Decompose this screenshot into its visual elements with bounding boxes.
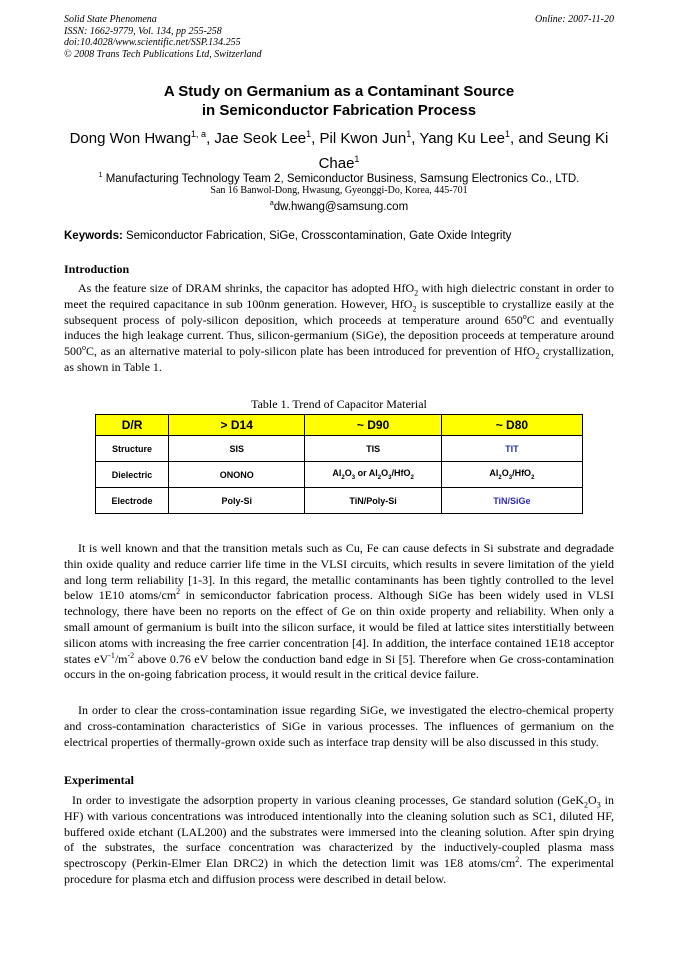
author-name: Yang Ku Lee [419, 130, 505, 147]
author-affiliation-sup: 1 [306, 129, 312, 139]
table-row [96, 462, 583, 488]
table-row [96, 436, 583, 462]
table-cell: $Al_2O_3$ or $Al_2O_3/HfO_2$ [305, 462, 441, 488]
keywords-label: Keywords: [64, 230, 123, 242]
table-cell: Structure [96, 436, 169, 462]
author-affiliation-sup: 1 [354, 154, 360, 164]
affiliation-sup: 1 [98, 172, 103, 179]
author-name: Pil Kwon Jun [319, 130, 407, 147]
table-caption: Table 1. Trend of Capacitor Material [251, 397, 427, 411]
table-cell: Electrode [96, 488, 169, 514]
paper-title [64, 82, 614, 120]
author-name: Dong Won Hwang [69, 130, 192, 147]
table-cell: $Al_2O_3/HfO_2$ [441, 462, 582, 488]
email-sup: a [269, 200, 274, 207]
capacitor-material-table [95, 414, 583, 514]
email-text[interactable]: dw.hwang@samsung.com [273, 200, 409, 213]
paragraph-3: In order to clear the cross-contamination issue regarding SiGe, we investigated the electro-chemical property and cross-contamination characteristics of SiGe in various processes. The influences of germanium on the electrical properties of thermally-grown oxide such as interface trap density will be also discussed in this study. [64, 703, 614, 749]
section-experimental: Experimental [64, 773, 134, 787]
author-list: Dong Won Hwang$^{1, a}$, Jae Seok Lee$^1$, Pil Kwon Jun$^1$, Yang Ku Lee$^1$, and Seung Ki Chae$^1$ [69, 129, 609, 172]
table-cell: Dielectric [96, 462, 169, 488]
table-header-cell: ~ D90 [305, 415, 441, 436]
online-date: Online: 2007-11-20 [535, 14, 614, 25]
table-header-row [96, 415, 583, 436]
author-name: Seung Ki Chae [318, 130, 609, 172]
title-line-2: in Semiconductor Fabrication Process [201, 102, 477, 119]
paragraph-2: It is well known and that the transition metals such as Cu, Fe can cause defects in Si substrate and degradade thin oxide quality and reduce carrier life time in the VLSI circuits, which results in severe limitation of the yield and long term reliability [1-3]. In this regard, the metallic contaminants has been tightly controlled to the level below 1E10 atoms/$cm^2$ in semiconductor fabrication process. Although SiGe has been widely used in VLSI technology, there have been no reports on the effect of Ge on thin oxide property and reliability. When only a small amount of germanium is built into the silicon surface, it would be filed at lattice sites interstitially between silicon atoms with increasing the free carrier concentration [4]. In addition, the interface contained 1E18 acceptor states $eV^{-1}/m^{-2}$ above 0.76 eV below the conduction band edge in Si [5]. Therefore when Ge cross-contamination occurs in the on-going fabrication process, it would result in the critical device failure. [64, 541, 615, 682]
affiliation-address: San 16 Banwol-Dong, Hwasung, Gyeonggi-Do, Korea, 445-701 [210, 185, 468, 196]
table-header-cell: D/R [96, 415, 169, 436]
section-introduction: Introduction [64, 262, 130, 276]
table-cell: Poly-Si [169, 488, 305, 514]
journal-doi: doi:10.4028/www.scientific.net/SSP.134.255 [64, 37, 241, 48]
table-header-cell: > D14 [169, 415, 305, 436]
affiliation-text: Manufacturing Technology Team 2, Semiconductor Business, Samsung Electronics Co., LTD. [102, 172, 580, 185]
author-affiliation-sup: 1, a [191, 129, 207, 139]
journal-copyright: © 2008 Trans Tech Publications Ltd, Switzerland [64, 48, 262, 60]
author-name: Jae Seok Lee [214, 130, 307, 147]
affiliation [64, 168, 614, 187]
journal-name: Solid State Phenomena [64, 14, 157, 25]
table-cell: TiN/Poly-Si [305, 488, 441, 514]
keywords [64, 230, 614, 242]
paragraph-1: As the feature size of DRAM shrinks, the capacitor has adopted HfO$_2$ with high dielectric constant in order to meet the required capacitance in sub 100nm generation. However, HfO$_2$ is susceptible to crystallize easily at the subsequent process of poly-silicon deposition, which proceeds at temperature around 650$^o$C and eventually induces the high leakage current. Thus, silicon-germanium (SiGe), the deposition proceeds at temperature around 500$^o$C, as an alternative material to poly-silicon plate has been introduced for prevention of HfO$_2$ crystallization, as shown in Table 1. [64, 281, 615, 374]
table-header-cell: ~ D80 [441, 415, 582, 436]
journal-header [64, 14, 262, 60]
author-email [64, 200, 614, 213]
keywords-text: Semiconductor Fabrication, SiGe, Crosscontamination, Gate Oxide Integrity [122, 230, 512, 242]
table-cell: TIS [305, 436, 441, 462]
table-cell: ONONO [169, 462, 305, 488]
table-cell: TIT [441, 436, 582, 462]
author-affiliation-sup: 1 [504, 129, 510, 139]
paragraph-4: In order to investigate the adsorption property in various cleaning processes, Ge standard solution ($GeK_2O_3$ in HF) with various concentrations was introduced intentionally into the cleaning solution such as SC1, diluted HF, buffered oxide etchant (LAL200) and the substrates were immersed into the cleaning solution. After spin drying of the substrates, the surface concentration was characterized by the inductively-coupled plasma mass spectroscopy (Perkin-Elmer Elan DRC2) in which the detection limit was 1E8 atoms/$cm^2$. The experimental procedure for plasma etch and diffusion process were described in detail below. [64, 793, 614, 886]
title-line-1: A Study on Germanium as a Contaminant Source [163, 83, 515, 100]
table-row [96, 488, 583, 514]
table-cell: SIS [169, 436, 305, 462]
author-affiliation-sup: 1 [406, 129, 412, 139]
journal-issn: ISSN: 1662-9779, Vol. 134, pp 255-258 [64, 25, 222, 37]
table-cell: TiN/SiGe [441, 488, 582, 514]
